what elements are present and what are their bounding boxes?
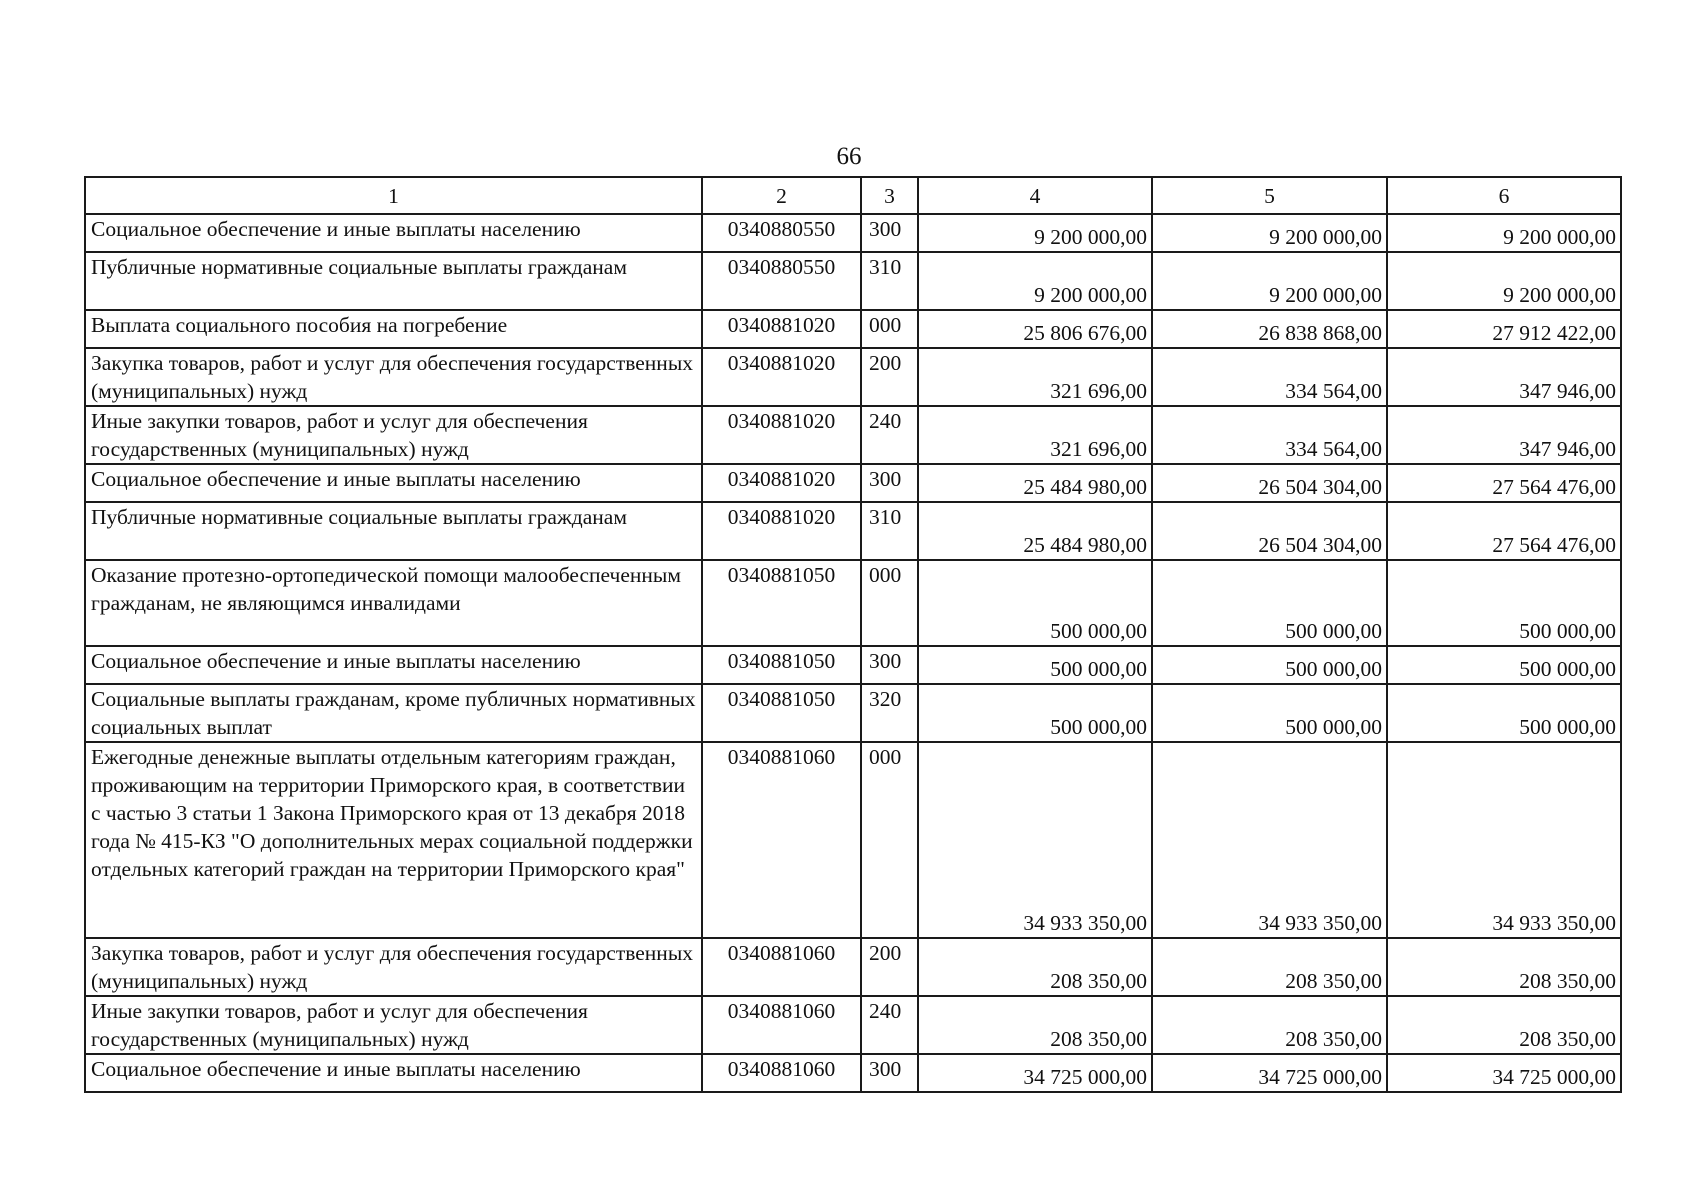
row-type: 300 <box>861 1054 918 1092</box>
row-name: Публичные нормативные социальные выплаты гражданам <box>85 502 702 560</box>
row-code: 0340881020 <box>702 348 861 406</box>
row-value-1: 25 484 980,00 <box>918 464 1152 502</box>
row-type: 000 <box>861 560 918 646</box>
row-name: Закупка товаров, работ и услуг для обеспечения государственных (муниципальных) нужд <box>85 348 702 406</box>
row-type: 310 <box>861 252 918 310</box>
row-name: Публичные нормативные социальные выплаты гражданам <box>85 252 702 310</box>
row-value-1: 500 000,00 <box>918 646 1152 684</box>
row-value-3: 347 946,00 <box>1387 406 1621 464</box>
row-value-2: 26 504 304,00 <box>1152 464 1387 502</box>
row-value-1: 208 350,00 <box>918 996 1152 1054</box>
row-type: 200 <box>861 348 918 406</box>
row-value-2: 9 200 000,00 <box>1152 252 1387 310</box>
row-value-3: 27 912 422,00 <box>1387 310 1621 348</box>
table-row <box>85 1054 1621 1092</box>
table-row <box>85 464 1621 502</box>
row-value-2: 500 000,00 <box>1152 560 1387 646</box>
row-name: Ежегодные денежные выплаты отдельным категориям граждан, проживающим на территории Приморского края, в соответствии с частью 3 статьи 1 Закона Приморского края от 13 декабря 2018 года № 415-КЗ "О дополнительных мерах социальной поддержки отдельных категорий граждан на территории Приморского края" <box>85 742 702 938</box>
budget-table <box>84 176 1622 1093</box>
row-value-2: 208 350,00 <box>1152 996 1387 1054</box>
row-value-3: 208 350,00 <box>1387 996 1621 1054</box>
row-code: 0340881060 <box>702 996 861 1054</box>
row-code: 0340881060 <box>702 742 861 938</box>
row-value-2: 334 564,00 <box>1152 406 1387 464</box>
row-type: 300 <box>861 646 918 684</box>
table-row <box>85 938 1621 996</box>
row-value-1: 9 200 000,00 <box>918 214 1152 252</box>
row-code: 0340881020 <box>702 310 861 348</box>
row-code: 0340881060 <box>702 938 861 996</box>
row-value-2: 26 838 868,00 <box>1152 310 1387 348</box>
row-value-1: 500 000,00 <box>918 560 1152 646</box>
row-value-2: 26 504 304,00 <box>1152 502 1387 560</box>
row-name: Социальное обеспечение и иные выплаты населению <box>85 646 702 684</box>
table-row <box>85 252 1621 310</box>
row-value-2: 34 933 350,00 <box>1152 742 1387 938</box>
table-row <box>85 996 1621 1054</box>
row-type: 200 <box>861 938 918 996</box>
row-value-2: 334 564,00 <box>1152 348 1387 406</box>
table-row <box>85 502 1621 560</box>
row-value-3: 27 564 476,00 <box>1387 502 1621 560</box>
row-value-3: 34 933 350,00 <box>1387 742 1621 938</box>
row-code: 0340881050 <box>702 646 861 684</box>
row-code: 0340881020 <box>702 406 861 464</box>
row-code: 0340881060 <box>702 1054 861 1092</box>
row-name: Социальное обеспечение и иные выплаты населению <box>85 1054 702 1092</box>
table-header-row <box>85 177 1621 214</box>
row-value-1: 25 484 980,00 <box>918 502 1152 560</box>
column-header: 2 <box>702 177 861 214</box>
row-code: 0340880550 <box>702 214 861 252</box>
row-type: 240 <box>861 996 918 1054</box>
row-value-2: 208 350,00 <box>1152 938 1387 996</box>
table-row <box>85 310 1621 348</box>
column-header: 1 <box>85 177 702 214</box>
row-type: 320 <box>861 684 918 742</box>
row-code: 0340881020 <box>702 464 861 502</box>
row-name: Иные закупки товаров, работ и услуг для обеспечения государственных (муниципальных) нужд <box>85 406 702 464</box>
row-value-2: 500 000,00 <box>1152 646 1387 684</box>
row-value-3: 9 200 000,00 <box>1387 252 1621 310</box>
row-value-1: 25 806 676,00 <box>918 310 1152 348</box>
column-header: 5 <box>1152 177 1387 214</box>
row-value-1: 321 696,00 <box>918 348 1152 406</box>
row-type: 310 <box>861 502 918 560</box>
row-value-1: 321 696,00 <box>918 406 1152 464</box>
row-value-3: 34 725 000,00 <box>1387 1054 1621 1092</box>
table-row <box>85 646 1621 684</box>
row-name: Иные закупки товаров, работ и услуг для обеспечения государственных (муниципальных) нужд <box>85 996 702 1054</box>
row-value-3: 500 000,00 <box>1387 646 1621 684</box>
table-row <box>85 742 1621 938</box>
row-code: 0340881020 <box>702 502 861 560</box>
row-value-1: 9 200 000,00 <box>918 252 1152 310</box>
row-value-2: 34 725 000,00 <box>1152 1054 1387 1092</box>
row-type: 000 <box>861 742 918 938</box>
row-type: 300 <box>861 214 918 252</box>
table-row <box>85 348 1621 406</box>
row-value-3: 208 350,00 <box>1387 938 1621 996</box>
table-row <box>85 406 1621 464</box>
row-name: Социальное обеспечение и иные выплаты населению <box>85 214 702 252</box>
row-value-3: 347 946,00 <box>1387 348 1621 406</box>
row-value-1: 208 350,00 <box>918 938 1152 996</box>
row-value-2: 500 000,00 <box>1152 684 1387 742</box>
row-value-3: 27 564 476,00 <box>1387 464 1621 502</box>
table-row <box>85 684 1621 742</box>
row-code: 0340880550 <box>702 252 861 310</box>
row-name: Оказание протезно-ортопедической помощи малообеспеченным гражданам, не являющимся инвалидами <box>85 560 702 646</box>
row-name: Закупка товаров, работ и услуг для обеспечения государственных (муниципальных) нужд <box>85 938 702 996</box>
row-value-1: 500 000,00 <box>918 684 1152 742</box>
row-value-3: 500 000,00 <box>1387 684 1621 742</box>
row-name: Социальные выплаты гражданам, кроме публичных нормативных социальных выплат <box>85 684 702 742</box>
row-value-1: 34 933 350,00 <box>918 742 1152 938</box>
row-type: 000 <box>861 310 918 348</box>
row-type: 300 <box>861 464 918 502</box>
row-value-3: 9 200 000,00 <box>1387 214 1621 252</box>
table-row <box>85 560 1621 646</box>
page-number: 66 <box>836 143 862 170</box>
row-code: 0340881050 <box>702 560 861 646</box>
column-header: 3 <box>861 177 918 214</box>
row-value-3: 500 000,00 <box>1387 560 1621 646</box>
row-name: Социальное обеспечение и иные выплаты населению <box>85 464 702 502</box>
column-header: 6 <box>1387 177 1621 214</box>
row-value-1: 34 725 000,00 <box>918 1054 1152 1092</box>
row-value-2: 9 200 000,00 <box>1152 214 1387 252</box>
row-type: 240 <box>861 406 918 464</box>
column-header: 4 <box>918 177 1152 214</box>
table-row <box>85 214 1621 252</box>
row-name: Выплата социального пособия на погребение <box>85 310 702 348</box>
row-code: 0340881050 <box>702 684 861 742</box>
